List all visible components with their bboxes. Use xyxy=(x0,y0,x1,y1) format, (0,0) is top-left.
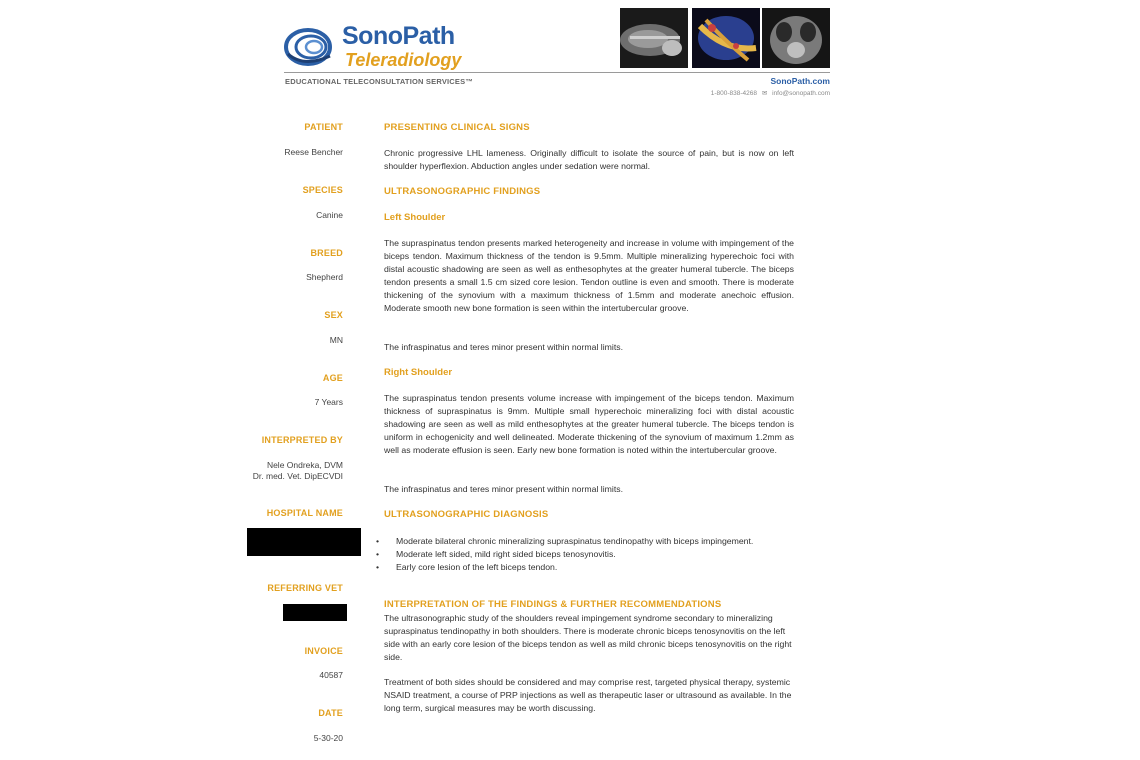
breed-label: BREED xyxy=(310,248,343,258)
interpretation-heading: INTERPRETATION OF THE FINDINGS & FURTHER RECOMMENDATIONS xyxy=(384,599,722,610)
left-shoulder-heading: Left Shoulder xyxy=(384,212,446,223)
referring-vet-label: REFERRING VET xyxy=(267,583,343,593)
date-label: DATE xyxy=(318,708,343,718)
website-link[interactable]: SonoPath.com xyxy=(770,76,830,86)
brand-subtitle: Teleradiology xyxy=(345,50,462,70)
species-value: Canine xyxy=(316,210,343,220)
breed-value: Shepherd xyxy=(306,272,343,282)
recommendations-text: Treatment of both sides should be considered and may comprise rest, targeted physical therapy, systemic NSAID treatment, a course of PRP injections as well as therapeutic laser or ultrasound as available. In the long term, surgical measures may be worth discussing. xyxy=(384,677,792,713)
skull-thumbnail xyxy=(762,8,830,68)
list-item: • Moderate bilateral chronic mineralizing supraspinatus tendinopathy with biceps impingement. xyxy=(374,535,774,548)
tagline: EDUCATIONAL TELECONSULTATION SERVICES™ xyxy=(285,77,474,86)
hospital-name-label: HOSPITAL NAME xyxy=(266,508,343,518)
patient-label: PATIENT xyxy=(304,122,343,132)
invoice-value: 40587 xyxy=(319,670,343,680)
diagnosis-list xyxy=(374,535,774,574)
diagnosis-heading: ULTRASONOGRAPHIC DIAGNOSIS xyxy=(384,509,549,520)
right-shoulder-heading: Right Shoulder xyxy=(384,367,453,378)
species-label: SPECIES xyxy=(302,185,343,195)
interpretation-text: The ultrasonographic study of the shoulders reveal impingement syndrome secondary to mineralizing supraspinatus tendinopathy in both shoulders. There is moderate chronic biceps tenosynovitis on the left side with an early core lesion of the biceps tendon as well as mild chronic biceps tenosynovitis on the right side. xyxy=(384,613,792,662)
sex-label: SEX xyxy=(324,310,343,320)
presenting-signs-heading: PRESENTING CLINICAL SIGNS xyxy=(384,122,530,133)
patient-value: Reese Bencher xyxy=(284,147,343,157)
list-item: • Moderate left sided, mild right sided biceps tenosynovitis. xyxy=(374,548,774,561)
referring-vet-redaction xyxy=(283,604,347,621)
email-address[interactable]: info@sonopath.com xyxy=(772,90,830,97)
age-value: 7 Years xyxy=(314,397,343,407)
sex-value: MN xyxy=(329,335,343,345)
hospital-name-redaction xyxy=(247,528,361,556)
interpreted-by-credentials: Dr. med. Vet. DipECVDI xyxy=(252,471,343,481)
interpreted-by-name: Nele Ondreka, DVM xyxy=(266,460,343,470)
left-shoulder-findings: The supraspinatus tendon presents marked heterogeneity and increase in volume with impingement of the biceps tendon. Maximum thickness of the tendon is 9.5mm. Multiple mineralizing hyperechoic foci with distal acoustic shadowing are seen as well as enthesophytes at the greater humeral tubercle. The biceps tendon presents a small 1.5 cm sized core lesion. Tendon outline is even and smooth. There is moderate thickening of the synovium with a maximum thickness of 1.5mm and moderate anechoic effusion. Moderate smooth new bone formation is seen within the intertubercular groove. xyxy=(384,238,794,313)
right-shoulder-normal: The infraspinatus and teres minor present within normal limits. xyxy=(384,484,624,494)
presenting-signs-text: Chronic progressive LHL lameness. Originally difficult to isolate the source of pain, but is now on left shoulder hyperflexion. Abduction angles under sedation were normal. xyxy=(384,148,794,171)
list-item: • Early core lesion of the left biceps tendon. xyxy=(374,561,774,574)
age-label: AGE xyxy=(322,373,343,383)
header-rule xyxy=(284,72,830,73)
date-value: 5-30-20 xyxy=(313,733,343,743)
left-shoulder-normal: The infraspinatus and teres minor present within normal limits. xyxy=(384,342,624,352)
ct-3d-thumbnail xyxy=(692,8,760,68)
right-shoulder-findings: The supraspinatus tendon presents volume increase with impingement of the biceps tendon. Maximum thickness of supraspinatus is 9mm. Multiple small hyperechoic mineralizing foci with distal acoustic shadowing are seen as well as mild enthesophytes at the greater humeral tubercle. The biceps tendon is uniform in echogenicity and well delineated. Moderate thickening of the synovium of maximum 1.2mm as well as moderate effusion is seen. Early new bone formation is noted within the intertubercular groove. xyxy=(384,393,794,455)
invoice-label: INVOICE xyxy=(304,646,343,656)
interpreted-by-label: INTERPRETED BY xyxy=(261,435,343,445)
swirl-logo-icon xyxy=(284,24,338,70)
contact-line xyxy=(640,89,830,97)
brand-name: SonoPath xyxy=(342,22,455,50)
xray-thumbnail xyxy=(620,8,688,68)
mail-icon: ✉ xyxy=(761,90,768,97)
findings-heading: ULTRASONOGRAPHIC FINDINGS xyxy=(384,186,541,197)
phone-number: 1-800-838-4268 xyxy=(710,90,757,97)
